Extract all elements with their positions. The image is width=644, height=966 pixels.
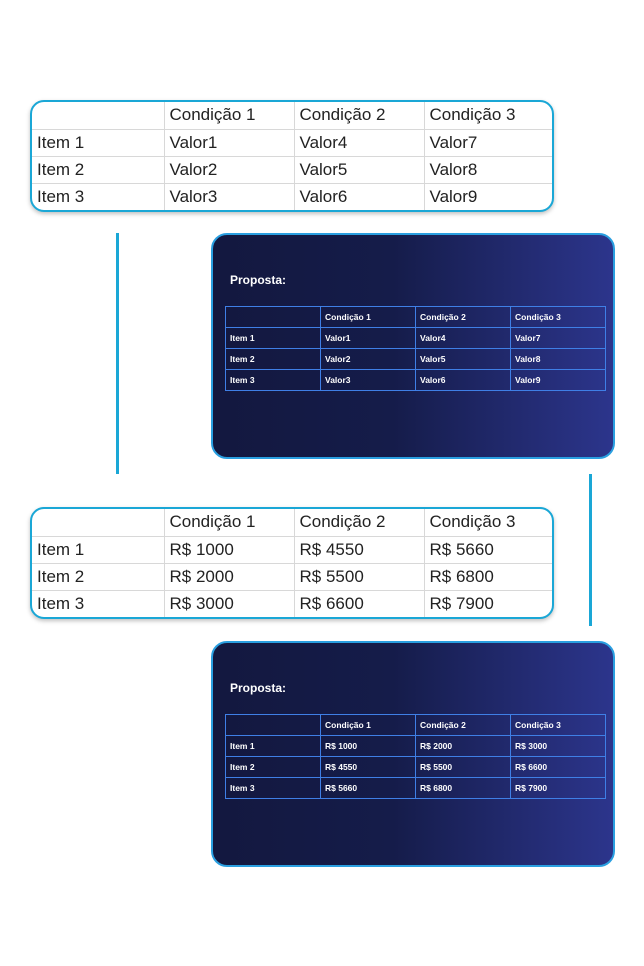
value-cell: R$ 4550 xyxy=(321,757,416,778)
sheet-grid xyxy=(32,509,554,617)
value-cell: R$ 7900 xyxy=(511,778,606,799)
value-cell[interactable]: R$ 6600 xyxy=(294,590,424,617)
header-cell[interactable]: Condição 3 xyxy=(424,102,554,129)
header-cell[interactable]: Condição 2 xyxy=(294,509,424,536)
value-cell[interactable]: Valor3 xyxy=(164,183,294,210)
value-cell: R$ 3000 xyxy=(511,736,606,757)
proposal-table xyxy=(225,714,606,799)
value-cell: Valor9 xyxy=(511,370,606,391)
value-cell[interactable]: Valor9 xyxy=(429,186,478,206)
row-label-cell[interactable]: Item 3 xyxy=(32,590,164,617)
value-cell: Valor6 xyxy=(416,370,511,391)
connector-line-right xyxy=(589,474,592,626)
proposal-card-1 xyxy=(211,233,615,459)
table-row xyxy=(226,778,606,799)
value-cell: Valor8 xyxy=(511,349,606,370)
value-cell[interactable]: R$ 3000 xyxy=(164,590,294,617)
value-cell[interactable]: Valor5 xyxy=(294,156,424,183)
value-cell: R$ 2000 xyxy=(416,736,511,757)
value-cell[interactable]: R$ 6800 xyxy=(424,563,554,590)
header-cell xyxy=(226,715,321,736)
table-row xyxy=(226,328,606,349)
table-row xyxy=(226,757,606,778)
row-label-cell: Item 1 xyxy=(226,328,321,349)
value-cell: R$ 5660 xyxy=(321,778,416,799)
header-cell[interactable]: Condição 1 xyxy=(164,509,294,536)
proposal-title: Proposta: xyxy=(230,681,287,695)
value-cell[interactable]: Valor1 xyxy=(164,129,294,156)
value-cell: R$ 1000 xyxy=(321,736,416,757)
table-header-row xyxy=(226,715,606,736)
row-label-cell: Item 3 xyxy=(226,370,321,391)
value-cell: Valor4 xyxy=(416,328,511,349)
table-row xyxy=(226,736,606,757)
row-label-cell: Item 2 xyxy=(226,757,321,778)
value-cell[interactable]: R$ 4550 xyxy=(294,536,424,563)
table-header-row xyxy=(32,509,554,536)
row-label-cell[interactable]: Item 1 xyxy=(32,536,164,563)
row-label-cell: Item 3 xyxy=(226,778,321,799)
header-cell: Condição 1 xyxy=(321,307,416,328)
spreadsheet-table-1 xyxy=(30,100,554,212)
header-cell: Condição 1 xyxy=(321,715,416,736)
header-cell xyxy=(226,307,321,328)
header-cell: Condição 3 xyxy=(511,715,606,736)
table-row xyxy=(32,563,554,590)
value-cell[interactable]: R$ 7900 xyxy=(429,593,494,613)
row-label-cell[interactable]: Item 2 xyxy=(32,156,164,183)
proposal-title: Proposta: xyxy=(230,273,287,287)
connector-line-left xyxy=(116,233,119,474)
table-row xyxy=(32,129,554,156)
table-row xyxy=(32,183,554,210)
value-cell[interactable]: R$ 2000 xyxy=(164,563,294,590)
header-cell[interactable]: Condição 3 xyxy=(424,509,554,536)
value-cell[interactable]: Valor6 xyxy=(294,183,424,210)
header-cell[interactable] xyxy=(32,509,164,536)
value-cell: Valor7 xyxy=(511,328,606,349)
spreadsheet-table-2 xyxy=(30,507,554,619)
header-cell: Condição 2 xyxy=(416,715,511,736)
value-cell[interactable]: Valor2 xyxy=(164,156,294,183)
row-label-cell[interactable]: Item 1 xyxy=(32,129,164,156)
value-cell: R$ 6800 xyxy=(416,778,511,799)
table-row xyxy=(226,370,606,391)
value-cell[interactable]: Valor4 xyxy=(294,129,424,156)
row-label-cell[interactable]: Item 2 xyxy=(32,563,164,590)
value-cell[interactable]: R$ 1000 xyxy=(164,536,294,563)
value-cell: Valor1 xyxy=(321,328,416,349)
table-header-row xyxy=(32,102,554,129)
value-cell[interactable]: R$ 5660 xyxy=(424,536,554,563)
row-label-cell: Item 1 xyxy=(226,736,321,757)
table-row xyxy=(32,156,554,183)
header-cell[interactable] xyxy=(32,102,164,129)
table-row xyxy=(32,590,554,617)
table-row xyxy=(226,349,606,370)
header-cell: Condição 2 xyxy=(416,307,511,328)
value-cell: R$ 6600 xyxy=(511,757,606,778)
header-cell[interactable]: Condição 2 xyxy=(294,102,424,129)
sheet-grid xyxy=(32,102,554,210)
header-cell[interactable]: Condição 1 xyxy=(164,102,294,129)
value-cell: Valor3 xyxy=(321,370,416,391)
value-cell[interactable]: R$ 5500 xyxy=(294,563,424,590)
table-header-row xyxy=(226,307,606,328)
proposal-card-2 xyxy=(211,641,615,867)
value-cell: Valor2 xyxy=(321,349,416,370)
header-cell: Condição 3 xyxy=(511,307,606,328)
value-cell[interactable]: Valor7 xyxy=(424,129,554,156)
value-cell: Valor5 xyxy=(416,349,511,370)
proposal-table xyxy=(225,306,606,391)
row-label-cell: Item 2 xyxy=(226,349,321,370)
row-label-cell[interactable]: Item 3 xyxy=(32,183,164,210)
value-cell[interactable]: Valor8 xyxy=(424,156,554,183)
value-cell: R$ 5500 xyxy=(416,757,511,778)
table-row xyxy=(32,536,554,563)
